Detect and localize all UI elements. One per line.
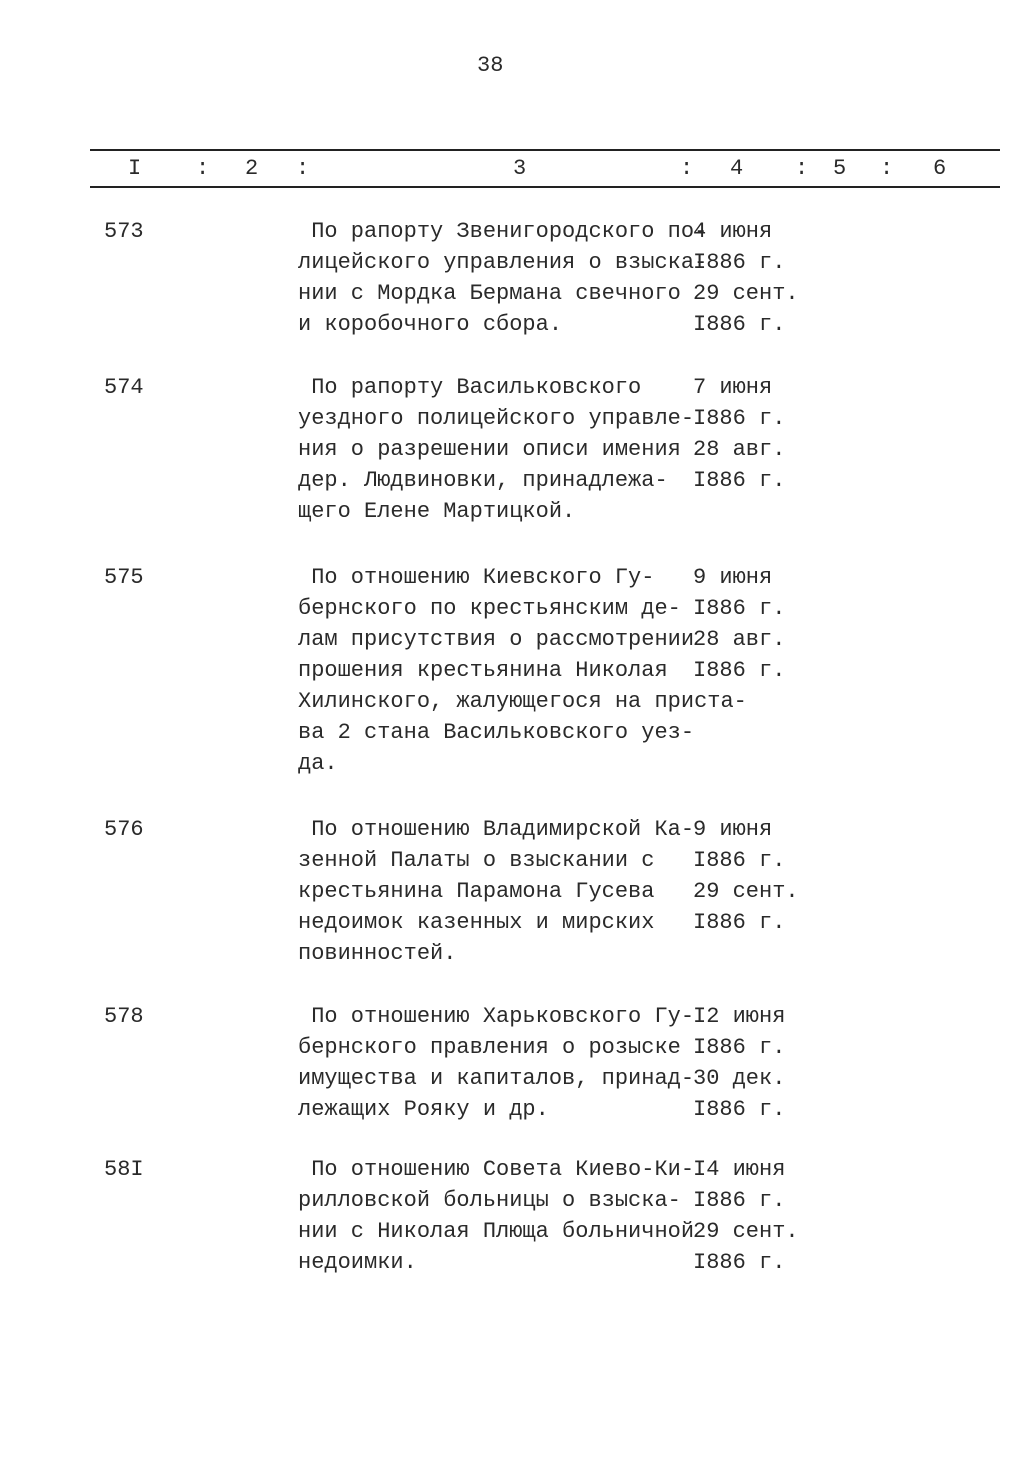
entry-description-line: недоимки.: [298, 1250, 417, 1275]
entry-description-line: По отношению Киевского Гу-: [298, 565, 655, 590]
entry-description-line: лам присутствия о рассмотрении: [298, 627, 695, 652]
entry-date: I886 г.: [693, 1035, 786, 1060]
column-separator: :: [680, 156, 694, 181]
entry-description-line: нии с Николая Плюща больничной: [298, 1219, 695, 1244]
header-top-rule: [90, 149, 1000, 151]
entry-date: 29 сент.: [693, 879, 799, 904]
entry-number: 575: [104, 565, 144, 590]
entry-description-line: бернского правления о розыске: [298, 1035, 681, 1060]
entry-date: I886 г.: [693, 910, 786, 935]
entry-description-line: По рапорту Васильковского: [298, 375, 642, 400]
entry-description-line: повинностей.: [298, 941, 457, 966]
entry-description-line: прошения крестьянина Николая: [298, 658, 668, 683]
entry-date: I886 г.: [693, 468, 786, 493]
entry-description-line: Хилинского, жалующегося на приста-: [298, 689, 747, 714]
entry-date: 4 июня: [693, 219, 773, 244]
column-header-5: 5: [833, 156, 847, 181]
entry-date: I886 г.: [693, 406, 786, 431]
column-header-2: 2: [245, 156, 259, 181]
entry-date: I4 июня: [693, 1157, 786, 1182]
entry-description-line: имущества и капиталов, принад-: [298, 1066, 695, 1091]
entry-description-line: бернского по крестьянским де-: [298, 596, 681, 621]
column-header-6: 6: [933, 156, 947, 181]
entry-number: 573: [104, 219, 144, 244]
entry-description-line: По отношению Харьковского Гу-: [298, 1004, 695, 1029]
entry-description-line: По рапорту Звенигородского по-: [298, 219, 708, 244]
entry-number: 578: [104, 1004, 144, 1029]
entry-date: 28 авг.: [693, 627, 786, 652]
entry-description-line: По отношению Владимирской Ка-: [298, 817, 695, 842]
entry-date: 29 сент.: [693, 281, 799, 306]
entry-date: I886 г.: [693, 1250, 786, 1275]
entry-description-line: рилловской больницы о взыска-: [298, 1188, 681, 1213]
entry-description-line: да.: [298, 751, 338, 776]
page-number: 38: [477, 53, 504, 78]
entry-date: I886 г.: [693, 250, 786, 275]
entry-date: I2 июня: [693, 1004, 786, 1029]
entry-description-line: уездного полицейского управле-: [298, 406, 695, 431]
entry-description-line: По отношению Совета Киево-Ки-: [298, 1157, 695, 1182]
entry-date: I886 г.: [693, 596, 786, 621]
entry-date: I886 г.: [693, 848, 786, 873]
entry-description-line: лицейского управления о взыска-: [298, 250, 708, 275]
entry-date: I886 г.: [693, 1097, 786, 1122]
entry-description-line: щего Елене Мартицкой.: [298, 499, 576, 524]
entry-number: 574: [104, 375, 144, 400]
entry-date: 9 июня: [693, 565, 773, 590]
entry-date: I886 г.: [693, 1188, 786, 1213]
header-bottom-rule: [90, 186, 1000, 188]
column-header-4: 4: [730, 156, 744, 181]
entry-description-line: нии с Мордка Бермана свечного: [298, 281, 681, 306]
entry-date: 28 авг.: [693, 437, 786, 462]
entry-description-line: зенной Палаты о взыскании с: [298, 848, 655, 873]
column-header-I: I: [128, 156, 142, 181]
entry-number: 576: [104, 817, 144, 842]
column-separator: :: [196, 156, 210, 181]
column-separator: :: [880, 156, 894, 181]
column-separator: :: [795, 156, 809, 181]
entry-date: I886 г.: [693, 658, 786, 683]
entry-description-line: и коробочного сбора.: [298, 312, 563, 337]
entry-date: 29 сент.: [693, 1219, 799, 1244]
entry-number: 58I: [104, 1157, 144, 1182]
entry-description-line: дер. Людвиновки, принадлежа-: [298, 468, 668, 493]
column-separator: :: [296, 156, 310, 181]
entry-description-line: ния о разрешении описи имения: [298, 437, 681, 462]
entry-date: 30 дек.: [693, 1066, 786, 1091]
entry-description-line: недоимок казенных и мирских: [298, 910, 655, 935]
entry-date: 9 июня: [693, 817, 773, 842]
entry-date: 7 июня: [693, 375, 773, 400]
entry-description-line: крестьянина Парамона Гусева: [298, 879, 655, 904]
entry-description-line: лежащих Рояку и др.: [298, 1097, 549, 1122]
column-header-3: 3: [513, 156, 527, 181]
entry-date: I886 г.: [693, 312, 786, 337]
entry-description-line: ва 2 стана Васильковского уез-: [298, 720, 695, 745]
